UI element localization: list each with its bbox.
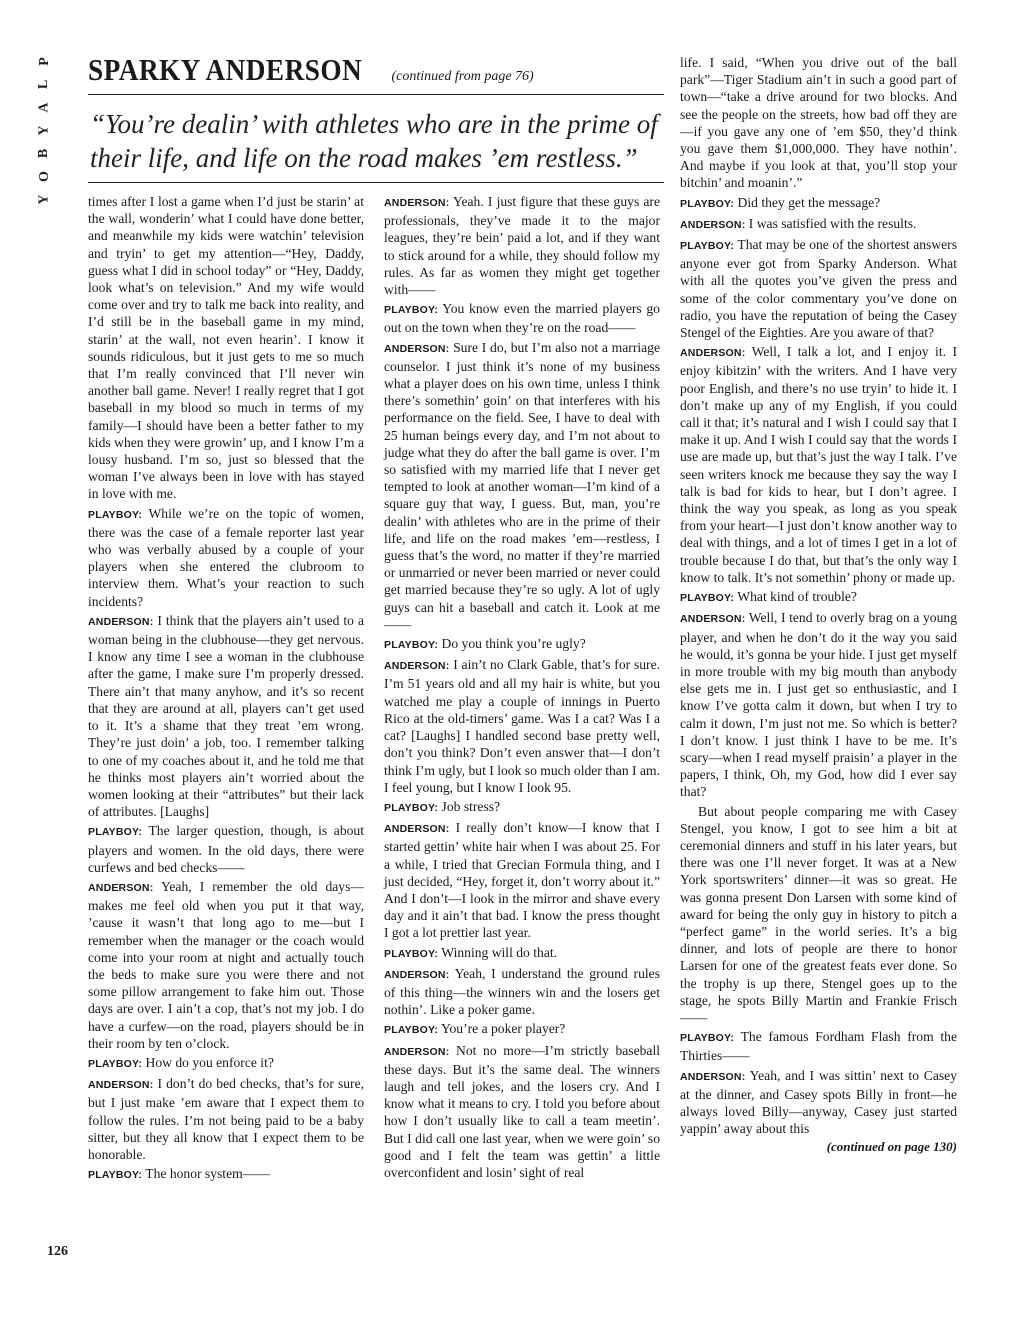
speaker-label: PLAYBOY: [680, 240, 735, 253]
continued-on-note: (continued on page 130) [826, 1139, 957, 1155]
paragraph-text: Yeah, I understand the ground rules of this thing—the winners win and the losers get nothin’. Like a poker game. [384, 965, 660, 1018]
interview-paragraph [384, 965, 660, 1019]
paragraph-text: How do you enforce it? [145, 1054, 274, 1070]
interview-paragraph [88, 612, 364, 820]
paragraph-text: Yeah, and I was sittin’ next to Casey at the dinner, and Casey spots Billy in front—he always loved Billy—anyway, Casey just started yappin’ away about this [680, 1067, 957, 1137]
speaker-label: ANDERSON: [680, 347, 746, 360]
speaker-label: PLAYBOY: [88, 1057, 143, 1070]
speaker-label: PLAYBOY: [88, 826, 143, 839]
interview-paragraph [680, 609, 957, 800]
paragraph-text: Not no more—I’m strictly baseball these days. But it’s the same deal. The winners laugh and tell jokes, and the losers cry. And I know what it means to cry. I told you before about how I don’t usually like to call a team meetin’. But I did call one last year, when we were goin’ so good and I felt the team was gettin’ a little overconfident and losin’ sight of real [384, 1042, 660, 1180]
interview-paragraph [680, 215, 957, 234]
interview-paragraph [88, 1165, 364, 1184]
speaker-label: PLAYBOY: [384, 304, 439, 317]
paragraph-text: Sure I do, but I’m also not a marriage counselor. I just think it’s none of my business what a player does on his own time, unless I think there’s somethin’ goin’ on that interferes with his performance on the field. See, I have to deal with 25 human beings every day, and I’m not about to judge what they do after the ball game is over. I’m so satisfied with my married life that I never get tempted to look at another woman—I’m kind of a square guy that way, I guess. But, man, you’re dealin’ with athletes who are in the prime of their life, and life on the road makes ’em—restless, I guess that’s the word, no matter if they’re married or unmarried or never been married or never could get married because they’re so ugly. A lot of ugly guys can hit a baseball and catch it. Look at me—— [384, 339, 660, 632]
interview-paragraph [384, 944, 660, 963]
pull-quote-rule [88, 182, 664, 183]
vertical-letter: Y [36, 194, 52, 205]
interview-paragraph [680, 54, 957, 192]
paragraph-text: I think that the players ain’t used to a woman being in the clubhouse—they get nervous. I know any time I see a woman in the clubhouse after the game, I make sure I’m properly dressed. There ain’t that many anyhow, and it’s so recent that they are around at all, players can’t get used to it. It’s a shame that they treat ’em wrong. They’re just doin’ a job, too. I remember talking to one of my coaches about it, and he told me that he thinks most players ain’t worried about the women looking at their “attributes” but their lack of attributes. [Laughs] [88, 612, 364, 820]
interview-paragraph [88, 193, 364, 503]
speaker-label: PLAYBOY: [680, 1032, 735, 1045]
interview-paragraph [384, 798, 660, 817]
paragraph-text: What kind of trouble? [737, 589, 857, 605]
interview-paragraph [384, 1042, 660, 1182]
speaker-label: PLAYBOY: [384, 947, 439, 960]
paragraph-text: Did they get the message? [737, 194, 881, 210]
speaker-label: ANDERSON: [384, 1045, 450, 1058]
paragraph-text: The larger question, though, is about players and women. In the old days, there were curfews and bed checks—— [88, 823, 365, 875]
paragraph-text: You know even the married players go out on the town when they’re on the road—— [384, 301, 660, 336]
paragraph-text: That may be one of the shortest answers anyone ever got from Sparky Anderson. What with all the quotes you’ve given the press and some of the color commentary you’ve done on radio, you have the reputation of being the Casey Stengel of the Eighties. Are you aware of that? [680, 237, 957, 341]
paragraph-text: Yeah, I remember the old days—makes me feel old when you put it that way, ’cause it wasn’t that long ago to me—but I remember when the manager or the coach would come into your room at night and actually touch the beds to make sure you were there and not some pillow arrangement to fake him out. Those days are over. I ain’t a cop, that’s not my job. I do have a curfew—on the road, players should be in their room by ten o’clock. [88, 878, 364, 1051]
paragraph-text: Well, I tend to overly brag on a young player, and when he don’t do it the way you said he would, it’s gonna be your hide. I just get myself in more trouble with my big mouth than anybody else gets me in. I just get so enthusiastic, and I know I’ve gotta calm it down, but when I try to calm it down, I’m just not me. So which is better? I don’t know. I just think I have to be me. It’s scary—when I read myself praisin’ a player in the papers, I think, Oh, my God, how did I ever say that? [680, 610, 957, 800]
speaker-label: ANDERSON: [384, 660, 450, 673]
article-header [88, 52, 664, 175]
pull-quote: “You’re dealin’ with athletes who are in the prime of their life, and life on the road makes ’em restless.” [90, 109, 658, 173]
interview-paragraph [384, 300, 660, 336]
interview-paragraph [88, 1054, 364, 1073]
vertical-letter: B [36, 148, 52, 159]
vertical-letter: Y [36, 125, 52, 136]
paragraph-text: I ain’t no Clark Gable, that’s for sure. I’m 51 years old and all my hair is white, but you watched me play a couple of innings in Puerto Rico at the old-timers’ game. Was I a cat? Was I a cat? [Laughs] I handled second base pretty well, don’t you think? Don’t even answer that—I don’t think I’m ugly, but I look so much older than I am. I feel young, but I know I look 95. [384, 657, 660, 795]
speaker-label: PLAYBOY: [384, 639, 439, 652]
paragraph-text: The honor system—— [145, 1166, 270, 1182]
interview-paragraph [680, 1067, 957, 1138]
interview-paragraph [88, 878, 364, 1052]
speaker-label: PLAYBOY: [680, 197, 735, 210]
interview-paragraph [384, 1020, 660, 1039]
paragraph-text: Winning will do that. [441, 944, 558, 960]
speaker-label: PLAYBOY: [88, 508, 143, 521]
page-number: 126 [47, 1244, 68, 1259]
title-row [88, 52, 664, 88]
interview-paragraph [680, 194, 957, 213]
interview-paragraph [680, 1028, 957, 1064]
continued-from-note: (continued from page 76) [391, 69, 534, 84]
speaker-label: ANDERSON: [680, 613, 746, 626]
paragraph-text: times after I lost a game when I’d just be starin’ at the wall, wonderin’ what I could have done better, and meanwhile my kids were watchin’ television and tryin’ to get my attention—“Hey, Daddy, guess what I did in school today” or “Hey, Daddy, look what’s on television.” And my wife would come over and try to talk me back into reality, and I’d still be in the baseball game in my mind, starin’ at the wall, not even hearin’. I know it sounds ridiculous, but it just gets to me so much that I’m really convinced that I’ll never win another ball game. Never! I really regret that I got baseball in my blood so much in terms of my family—I should have been a better father to my kids when they were growin’ up, and I know I’m a lousy husband. I’m so, just so blessed that the woman I’ve always been in love with has stayed in love with me. [88, 194, 364, 502]
interview-paragraph [680, 236, 957, 341]
paragraph-text: I really don’t know—I know that I started gettin’ white hair when I was about 25. For a while, I tried that Grecian Formula thing, and I just decided, “Hey, forget it, don’t worry about it.” And I don’t—I look in the mirror and shave every day and it ain’t that bad. I know the press thought I got a lot prettier last year. [384, 820, 660, 941]
speaker-label: PLAYBOY: [680, 592, 735, 605]
paragraph-text: The famous Fordham Flash from the Thirties—— [680, 1029, 958, 1064]
vertical-letter: L [36, 79, 52, 90]
speaker-label: ANDERSON: [384, 197, 450, 209]
text-column-2 [384, 193, 660, 1181]
column-3-body [680, 54, 957, 1137]
vertical-letter: P [36, 57, 52, 66]
interview-paragraph [680, 803, 957, 1027]
paragraph-text: life. I said, “When you drive out of the ball park”—Tiger Stadium ain’t in such a good part of town—“take a drive around for two blocks. And see the people on the streets, how bad off they are—if you gave any one of ’em $50, they’d think you gave them $1,000,000. They have nothin’. And maybe if you look at that, you’ll stop your bitchin’ and moanin’.” [680, 55, 957, 191]
interview-paragraph [384, 193, 660, 298]
interview-paragraph [88, 1075, 364, 1163]
speaker-label: ANDERSON: [384, 968, 450, 981]
interview-paragraph [384, 656, 660, 796]
paragraph-text: You’re a poker player? [441, 1021, 566, 1037]
speaker-label: ANDERSON: [88, 615, 154, 628]
text-column-1 [88, 193, 364, 1184]
vertical-letter: O [36, 171, 52, 182]
speaker-label: ANDERSON: [384, 823, 450, 836]
interview-paragraph [88, 505, 364, 610]
speaker-label: ANDERSON: [680, 218, 746, 231]
interview-paragraph [88, 822, 364, 876]
article-title: SPARKY ANDERSON [88, 52, 363, 87]
paragraph-text: I don’t do bed checks, that’s for sure, but I just make ’em aware that I expect them to follow the rules. I’m not being paid to be a baby sitter, but they all know that I expect them to be honorable. [88, 1076, 364, 1162]
paragraph-text: I was satisfied with the results. [748, 215, 917, 231]
paragraph-text: While we’re on the topic of women, there was the case of a female reporter last year who was verbally abused by a couple of your players when she entered the clubroom to interview them. What’s your reaction to such incidents? [88, 505, 364, 609]
paragraph-text: But about people comparing me with Casey Stengel, you know, I got to see him a bit at ceremonial dinners and stuff in his later years, but there was one I’ll never forget. It was at a New York sportswriters’ dinner—it was so great. He was gonna present Don Larsen with some kind of award for being the only guy in history to pitch a “perfect game” in the world series. It’s a big dinner, and lots of people are there to honor Larsen for one of the greatest feats ever done. So the trophy is up there, Stengel goes up to the stage, he spots Billy Martin and Frankie Frisch—— [680, 803, 957, 1025]
magazine-vertical-title [32, 50, 56, 211]
speaker-label: ANDERSON: [88, 881, 154, 894]
interview-paragraph [680, 588, 957, 607]
speaker-label: ANDERSON: [680, 1070, 746, 1083]
text-column-3 [680, 54, 957, 1156]
speaker-label: ANDERSON: [384, 342, 450, 355]
speaker-label: ANDERSON: [88, 1079, 154, 1092]
interview-paragraph [384, 339, 660, 633]
speaker-label: PLAYBOY: [384, 1024, 439, 1037]
interview-paragraph [384, 635, 660, 654]
paragraph-text: Job stress? [441, 798, 501, 814]
paragraph-text: Yeah. I just figure that these guys are professionals, they’ve made it to the major leagues, they’re bein’ paid a lot, and if they want to stick around for a while, they should follow my rules. As far as women they might get together with—— [384, 194, 660, 298]
paragraph-text: Do you think you’re ugly? [441, 636, 586, 652]
paragraph-text: Well, I talk a lot, and I enjoy it. I enjoy kibitzin’ with the writers. And I have very poor English, and there’s no use tryin’ to hide it. I don’t make up any of my English, if you could call it that; it’s natural and I wish I could say that I make it up. And I wish I could say that the words I use are made up, but that’s just the way I talk. I’ve seen writers knock me because they say the way I talk is bad for kids to hear, but I don’t agree. I think the way you speak, as long as you speak from your heart—I just don’t know another way to deal with things, and a lot of times I get in a lot of trouble because I do that, but that’s the only way I know to talk. It’s not somethin’ phony or made up. [680, 344, 957, 585]
speaker-label: PLAYBOY: [384, 801, 439, 814]
header-rule [88, 94, 664, 95]
interview-paragraph [680, 343, 957, 586]
speaker-label: PLAYBOY: [88, 1169, 143, 1182]
vertical-letter: A [36, 102, 52, 113]
interview-paragraph [384, 819, 660, 941]
